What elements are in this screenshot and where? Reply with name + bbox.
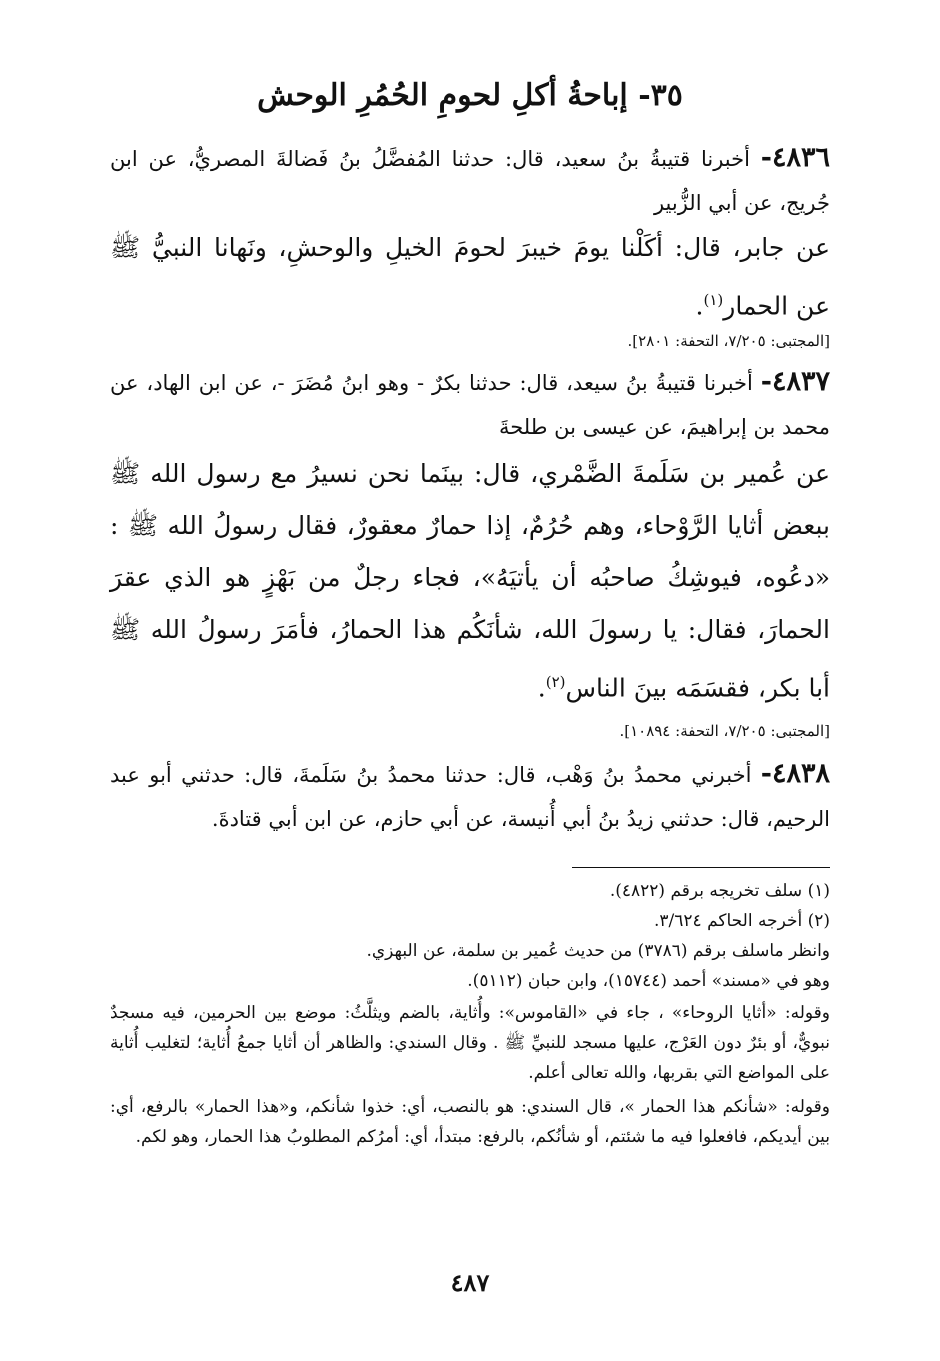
isnad-text: أخبرني محمدُ بنُ وَهْب، قال: حدثنا محمدُ بنُ سَلَمةَ، قال: حدثني أبو عبد الرحيم، قال: حدثني زيدُ بنُ أبي أُنيسة، عن أبي حازم، عن ابن أبي قتادةَ. <box>110 763 830 831</box>
hadith-4837-matn <box>110 448 830 714</box>
isnad-text: أخبرنا قتيبةُ بنُ سيعد، قال: حدثنا بكرٌ - وهو ابنُ مُضَرَ -، عن ابن الهاد، عن محمد بن إبراهيمَ، عن عيسى بن طلحةَ <box>110 371 830 439</box>
footnote-2-shanakum-note: وقوله: «شأنكم هذا الحمار »، قال السندي: هو بالنصب، أي: خذوا شأنكم، و«هذا الحمار» بالرفع، أي: بين أيديكم، فافعلوا فيه ما شئتم، أو شأنُكم، بالرفع: مبتدأ، أي: أمرُكم المطلوبُ هذا الحمار، وهو لكم. <box>110 1097 830 1147</box>
hadith-4836-isnad <box>110 136 830 225</box>
footnote-marker: (١) <box>703 291 724 309</box>
footnotes <box>110 876 830 1152</box>
matn-end: . <box>537 673 546 703</box>
page-number: ٤٨٧ <box>450 1268 490 1297</box>
hadith-4836-matn <box>110 222 830 332</box>
hadith-4836-reference: [المجتبى: ٧/٢٠٥، التحفة: ٢٨٠١]. <box>627 332 830 350</box>
footnote-2-sources: وهو في «مسند» أحمد (١٥٧٤٤)، وابن حبان (٥١١٢). <box>467 971 830 991</box>
matn-text: عن جابر، قال: أكَلْنا يومَ خيبرَ لحومَ الخيلِ والوحشِ، ونَهانا النبيُّ ﷺ عن الحمار <box>110 233 830 321</box>
matn-text: عن عُمير بن سَلَمةَ الضَّمْري، قال: بينَما نحن نسيرُ مع رسول الله ﷺ ببعض أثايا الرَّوْحاء، وهم حُرُمٌ، إذا حمارٌ معقورٌ، فقال رسولُ الله ﷺ : «دعُوه، فيوشِكُ صاحبُه أن يأتيَهُ»، فجاء رجلٌ من بَهْزٍ هو الذي عقرَ الحمارَ، فقال: يا رسولَ الله، شأنَكُم هذا الحمارُ، فأمَرَ رسولُ الله ﷺ أبا بكر، فقسَمَه بينَ الناس <box>110 459 830 703</box>
footnote-separator <box>572 867 830 868</box>
footnote-1: (١) سلف تخريجه برقم (٤٨٢٢). <box>609 881 830 901</box>
hadith-number: ٤٨٣٦- <box>760 142 830 173</box>
isnad-text: أخبرنا قتيبةُ بنُ سعيد، قال: حدثنا المُفضَّلُ بنُ فَضالةَ المصريُّ، عن ابن جُريج، عن أبي الزُّبير <box>110 147 830 215</box>
chapter-title: ٣٥- إباحةُ أكلِ لحومِ الحُمُرِ الوحش <box>257 78 683 113</box>
footnote-2: (٢) أخرجه الحاكم ٣/٦٢٤. <box>654 911 830 931</box>
hadith-4837-isnad <box>110 360 830 449</box>
footnote-2-see-also: وانظر ماسلف برقم (٣٧٨٦) من حديث عُمير بن سلمة، عن البهزي. <box>366 941 830 961</box>
footnote-2-athaya-note: وقوله: «أثايا الروحاء» ، جاء في «القاموس»: وأُثاية، بالضم ويثلَّثُ: موضع بين الحرمين، فيه مسجدٌ نبويٌّ، أو بئرٌ دون العَرْج، عليها مسجد للنبيِّ ﷺ . وقال السندي: والظاهر أن أثايا جمعُ أُثاية؛ لتغليب أُثاية على المواضع التي بقربها، والله تعالى أعلم. <box>110 1003 830 1083</box>
hadith-number: ٤٨٣٧- <box>760 366 830 397</box>
hadith-4837-reference: [المجتبى: ٧/٢٠٥، التحفة: ١٠٨٩٤]. <box>619 722 830 740</box>
footnote-marker: (٢) <box>545 673 566 691</box>
hadith-4838-isnad <box>110 752 830 841</box>
matn-end: . <box>695 291 704 321</box>
hadith-number: ٤٨٣٨- <box>760 758 830 789</box>
